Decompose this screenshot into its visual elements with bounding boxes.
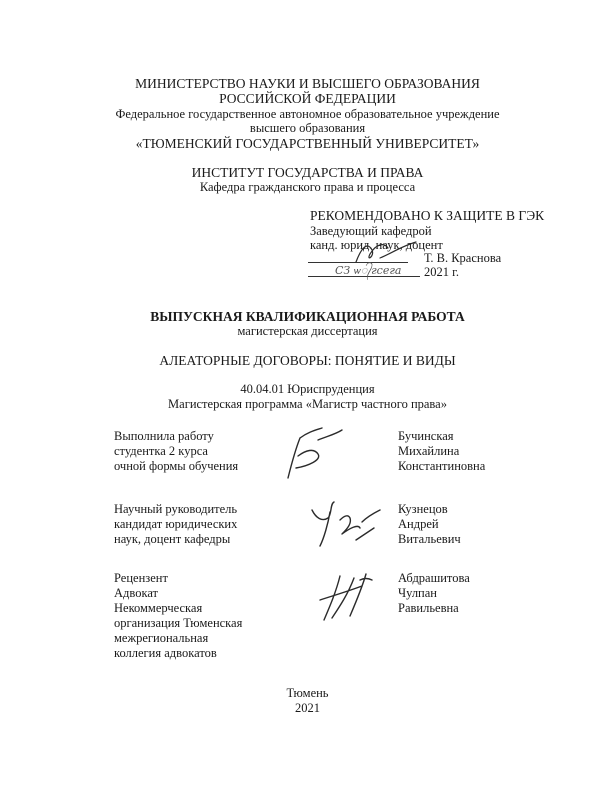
ministry-line2: РОССИЙСКОЙ ФЕДЕРАЦИИ (219, 91, 396, 106)
ministry-line1: МИНИСТЕРСТВО НАУКИ И ВЫСШЕГО ОБРАЗОВАНИЯ (135, 76, 480, 91)
reviewer-role-line: Рецензент (114, 571, 168, 585)
work-subtype: магистерская диссертация (237, 324, 378, 338)
reviewer-name-line: Равильевна (398, 601, 459, 615)
head-signature-icon (350, 236, 430, 268)
supervisor-role-line: кандидат юридических (114, 517, 238, 531)
reviewer-role-line: межрегиональная (114, 631, 209, 645)
student-name (398, 429, 485, 474)
approval-date-handwritten: СЗ ѡ᭄гсега (335, 264, 402, 277)
university-name: «ТЮМЕНСКИЙ ГОСУДАРСТВЕННЫЙ УНИВЕРСИТЕТ» (135, 136, 480, 151)
student-name-line: Константиновна (398, 459, 486, 473)
work-topic: АЛЕАТОРНЫЕ ДОГОВОРЫ: ПОНЯТИЕ И ВИДЫ (159, 353, 456, 368)
reviewer-role (114, 571, 242, 661)
year: 2021 (295, 701, 320, 715)
department-name: Кафедра гражданского права и процесса (199, 180, 416, 194)
student-role (114, 429, 238, 474)
reviewer-role-line: Некоммерческая (114, 601, 203, 615)
supervisor-role (114, 502, 237, 547)
approval-degree: канд. юрид. наук, доцент (310, 238, 443, 252)
supervisor-role-line: Научный руководитель (114, 502, 238, 516)
student-name-line: Бучинская (398, 429, 454, 443)
reviewer-name (398, 571, 470, 616)
supervisor-name (398, 502, 461, 547)
reviewer-signature-icon (310, 566, 380, 628)
approval-head-title: Заведующий кафедрой (310, 224, 432, 238)
supervisor-name-line: Кузнецов (398, 502, 448, 516)
supervisor-signature-icon (300, 488, 390, 558)
student-role-line: студентка 2 курса (114, 444, 208, 458)
master-program: Магистерская программа «Магистр частного права» (168, 397, 447, 411)
institution-line1: Федеральное государственное автономное образовательное учреждение (115, 107, 500, 121)
reviewer-role-line: организация Тюменская (114, 616, 243, 630)
supervisor-role-line: наук, доцент кафедры (114, 532, 231, 546)
reviewer-role-line: Адвокат (114, 586, 159, 600)
student-role-line: Выполнила работу (114, 429, 214, 443)
supervisor-name-line: Витальевич (398, 532, 461, 546)
approval-year: 2021 г. (424, 265, 459, 279)
student-signature-icon (278, 418, 348, 488)
student-name-line: Михайлина (398, 444, 460, 458)
approval-head-name: Т. В. Краснова (424, 251, 502, 265)
student-role-line: очной формы обучения (114, 459, 239, 473)
reviewer-name-line: Абдрашитова (398, 571, 470, 585)
approval-title: РЕКОМЕНДОВАНО К ЗАЩИТЕ В ГЭК (310, 208, 545, 223)
work-type: ВЫПУСКНАЯ КВАЛИФИКАЦИОННАЯ РАБОТА (150, 309, 465, 324)
supervisor-name-line: Андрей (398, 517, 439, 531)
institution-line2: высшего образования (249, 121, 366, 135)
reviewer-role-line: коллегия адвокатов (114, 646, 217, 660)
institute-name: ИНСТИТУТ ГОСУДАРСТВА И ПРАВА (191, 165, 424, 180)
specialty-code: 40.04.01 Юриспруденция (240, 382, 375, 396)
reviewer-name-line: Чулпан (398, 586, 437, 600)
city: Тюмень (286, 686, 329, 700)
